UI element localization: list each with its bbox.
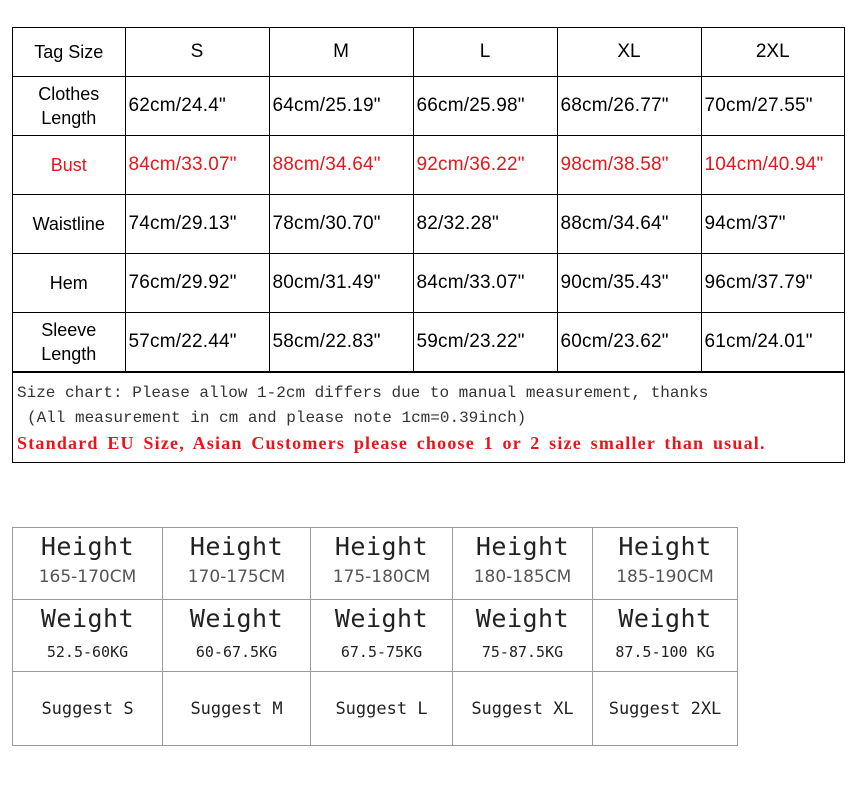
weight-cell [311, 600, 453, 672]
hem-row [13, 254, 844, 313]
row-label: Bust [13, 136, 125, 195]
weight-range: 67.5-75KG [340, 643, 423, 661]
table-cell: 62cm/24.4" [125, 77, 269, 136]
height-cell [593, 528, 738, 600]
height-range: 185-190CM [616, 567, 714, 587]
measurement-note: Size chart: Please allow 1-2cm differs due to manual measurement, thanks [17, 384, 709, 402]
size-table [13, 28, 844, 372]
bust-row [13, 136, 844, 195]
table-cell: 57cm/22.44" [125, 313, 269, 372]
weight-cell [163, 600, 311, 672]
table-cell: 88cm/34.64" [557, 195, 701, 254]
height-label: Height [189, 532, 284, 561]
weight-range: 87.5-100 KG [615, 643, 715, 661]
height-range: 175-180CM [332, 567, 431, 587]
table-cell: 94cm/37" [701, 195, 844, 254]
table-cell: 82/32.28" [413, 195, 557, 254]
unit-note: (All measurement in cm and please note 1cm=0.39inch) [27, 409, 527, 427]
height-cell [13, 528, 163, 600]
size-chart [12, 27, 845, 463]
weight-cell [13, 600, 163, 672]
size-s-header: S [125, 28, 269, 77]
height-label: Height [475, 532, 570, 561]
table-cell: 78cm/30.70" [269, 195, 413, 254]
weight-cell [453, 600, 593, 672]
table-cell: 66cm/25.98" [413, 77, 557, 136]
row-label: Clothes Length [13, 77, 125, 136]
weight-range: 60-67.5KG [195, 643, 278, 661]
height-range: 165-170CM [38, 567, 137, 587]
weight-label: Weight [475, 604, 570, 633]
tag-size-label: Tag Size [13, 28, 125, 77]
weight-cell [593, 600, 738, 672]
weight-range: 75-87.5KG [481, 643, 564, 661]
table-cell: 98cm/38.58" [557, 136, 701, 195]
table-cell: 88cm/34.64" [269, 136, 413, 195]
table-cell: 96cm/37.79" [701, 254, 844, 313]
table-cell: 68cm/26.77" [557, 77, 701, 136]
height-range: 170-175CM [187, 567, 286, 587]
height-cell [163, 528, 311, 600]
weight-label: Weight [334, 604, 429, 633]
weight-label: Weight [618, 604, 712, 633]
table-cell: 84cm/33.07" [125, 136, 269, 195]
height-label: Height [40, 532, 135, 561]
weight-label: Weight [40, 604, 135, 633]
table-cell: 104cm/40.94" [701, 136, 844, 195]
size-notes [13, 372, 844, 462]
table-cell: 70cm/27.55" [701, 77, 844, 136]
table-cell: 60cm/23.62" [557, 313, 701, 372]
sleeve-length-row [13, 313, 844, 372]
suggest-row [13, 672, 738, 746]
size-2xl-header: 2XL [701, 28, 844, 77]
fit-suggestion-table [12, 527, 738, 746]
suggest-size: Suggest XL [453, 672, 593, 746]
weight-label: Weight [189, 604, 284, 633]
suggest-size: Suggest L [311, 672, 453, 746]
waistline-row [13, 195, 844, 254]
row-label: Waistline [13, 195, 125, 254]
size-header-row [13, 28, 844, 77]
table-cell: 59cm/23.22" [413, 313, 557, 372]
table-cell: 58cm/22.83" [269, 313, 413, 372]
row-label: Hem [13, 254, 125, 313]
eu-size-warning: Standard EU Size, Asian Customers please choose 1 or 2 size smaller than usual. [17, 433, 766, 453]
height-label: Height [618, 532, 712, 561]
table-cell: 92cm/36.22" [413, 136, 557, 195]
suggest-size: Suggest S [13, 672, 163, 746]
clothes-length-row [13, 77, 844, 136]
table-cell: 61cm/24.01" [701, 313, 844, 372]
height-cell [453, 528, 593, 600]
weight-range: 52.5-60KG [46, 643, 129, 661]
table-cell: 84cm/33.07" [413, 254, 557, 313]
size-l-header: L [413, 28, 557, 77]
suggest-size: Suggest 2XL [593, 672, 738, 746]
height-range: 180-185CM [473, 567, 572, 587]
height-label: Height [334, 532, 429, 561]
table-cell: 64cm/25.19" [269, 77, 413, 136]
size-xl-header: XL [557, 28, 701, 77]
height-row [13, 528, 738, 600]
table-cell: 90cm/35.43" [557, 254, 701, 313]
table-cell: 80cm/31.49" [269, 254, 413, 313]
size-m-header: M [269, 28, 413, 77]
suggest-size: Suggest M [163, 672, 311, 746]
height-cell [311, 528, 453, 600]
weight-row [13, 600, 738, 672]
row-label: Sleeve Length [13, 313, 125, 372]
table-cell: 74cm/29.13" [125, 195, 269, 254]
table-cell: 76cm/29.92" [125, 254, 269, 313]
